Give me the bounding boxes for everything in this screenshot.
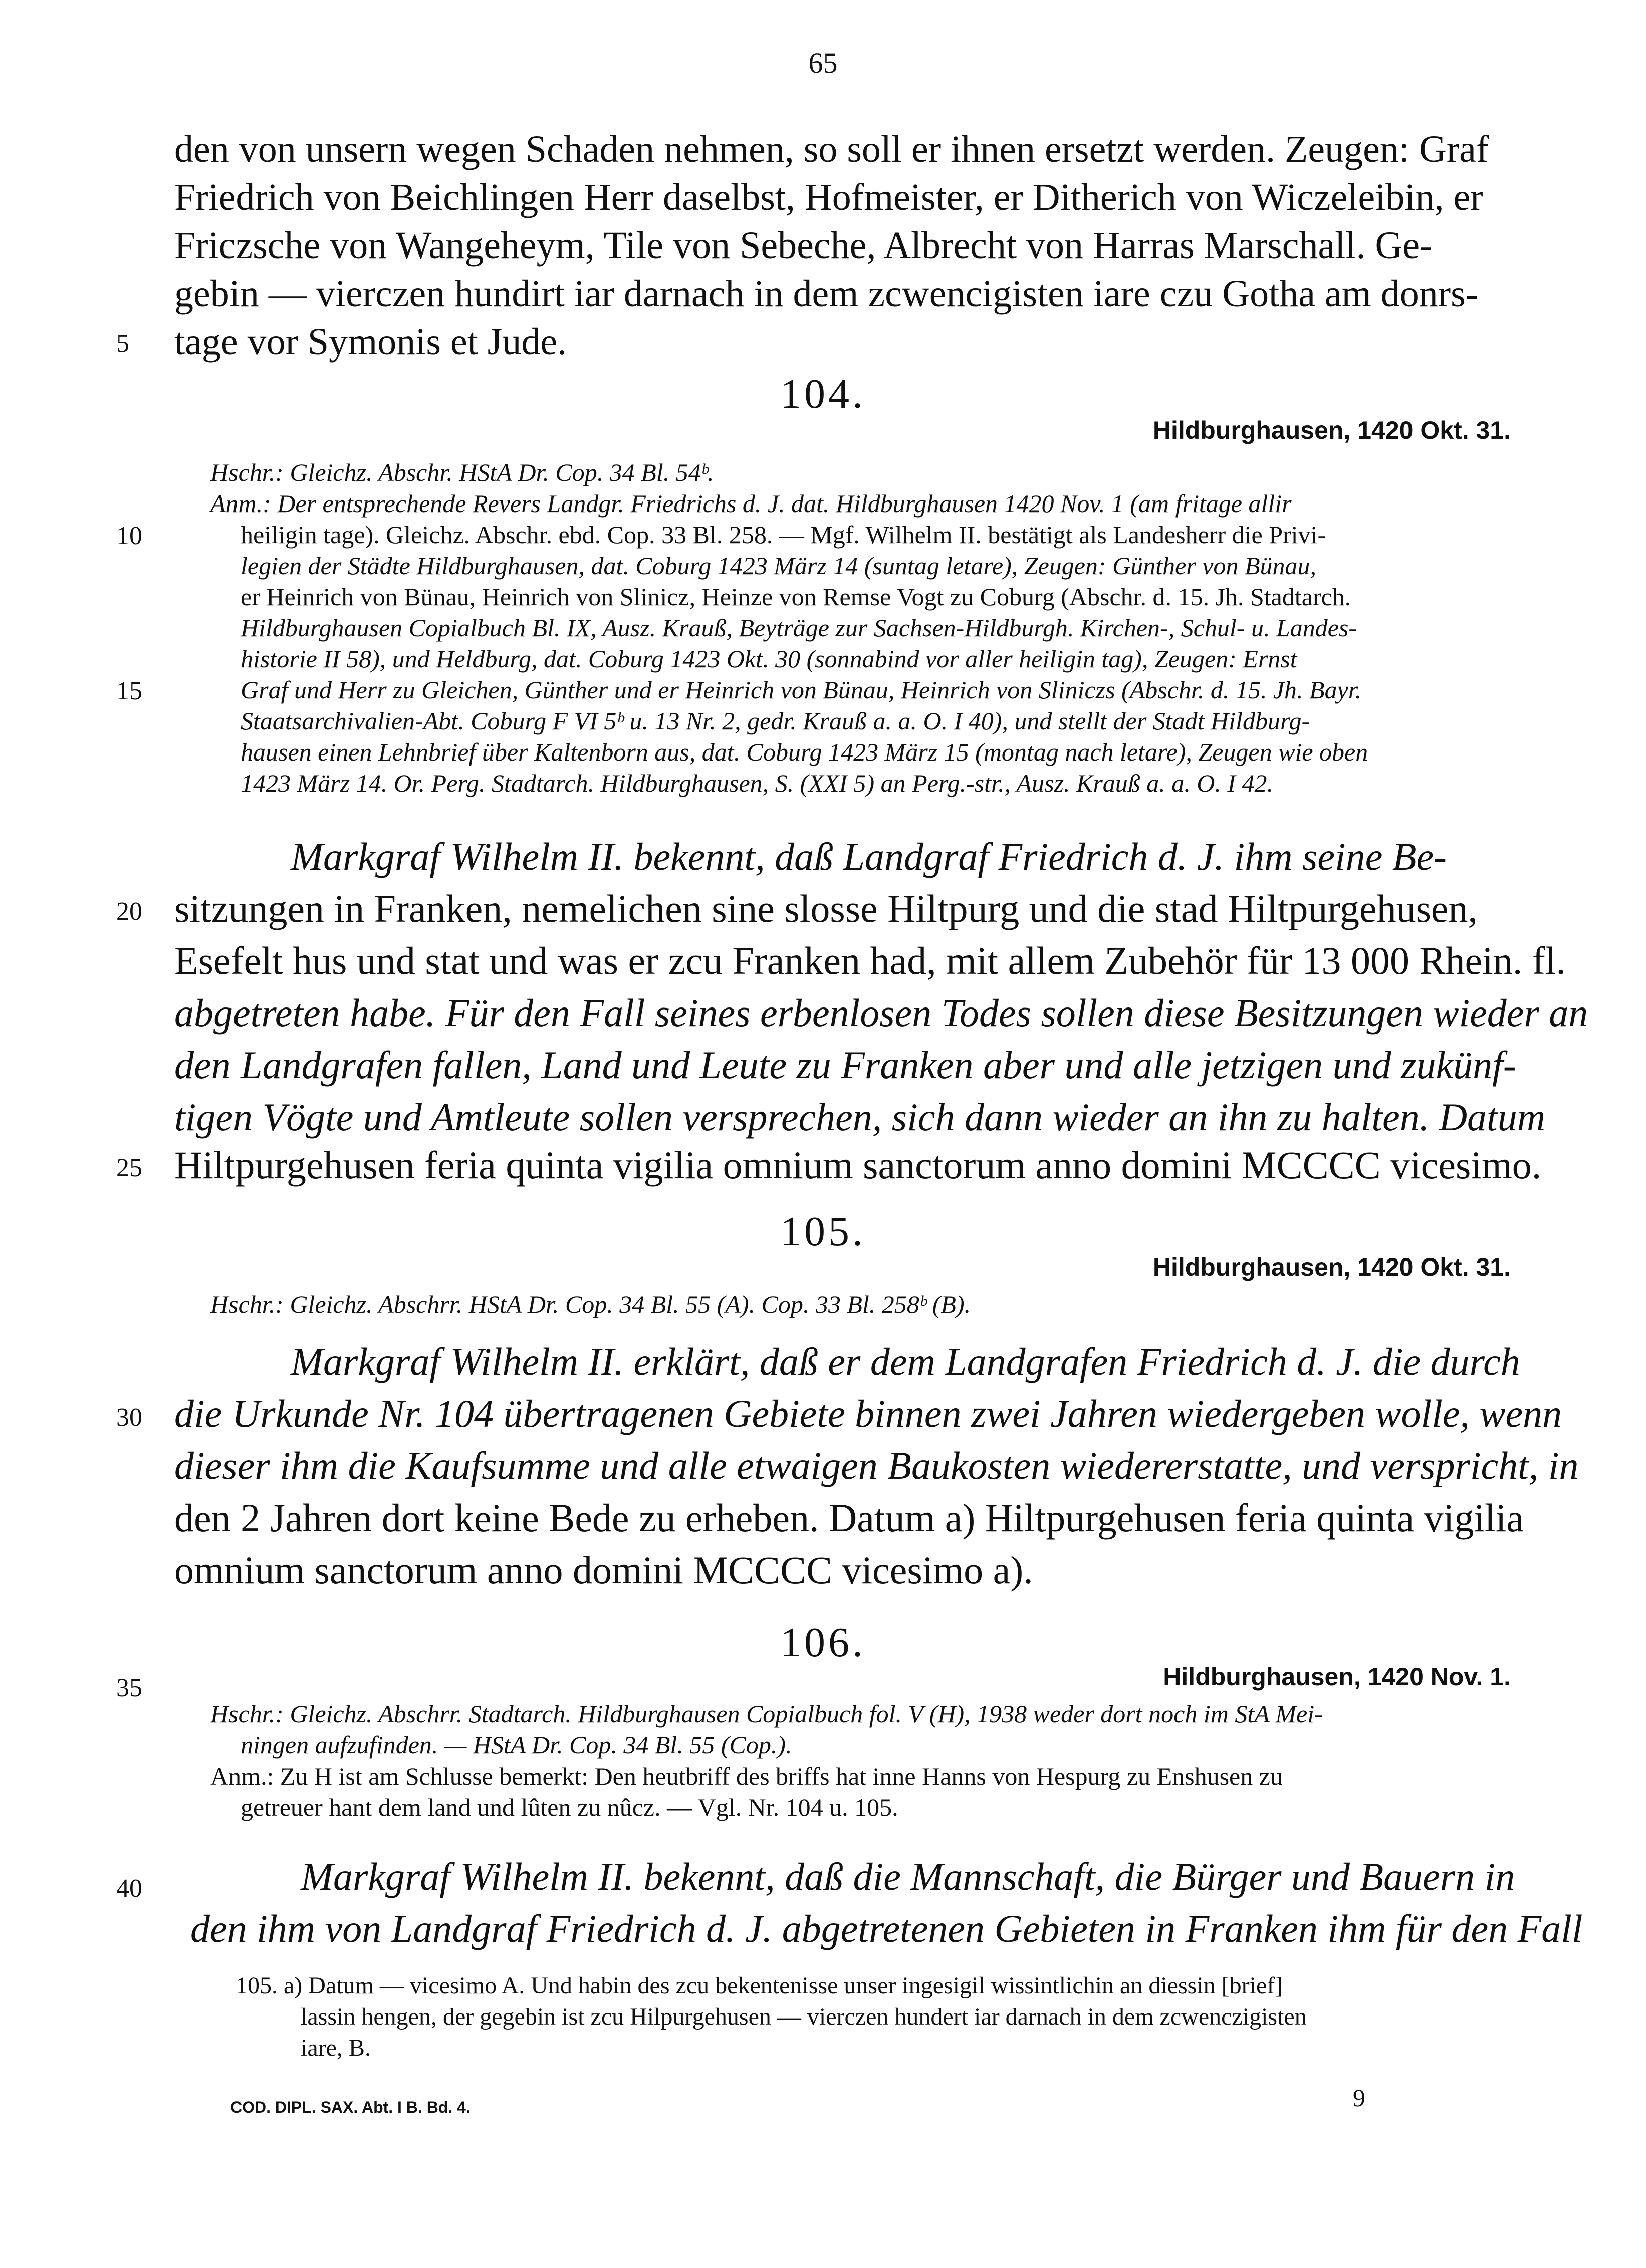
regest-line: den 2 Jahren dort keine Bede zu erheben. Datum a) Hiltpurgehusen feria quinta vigilia bbox=[174, 1496, 1524, 1540]
place-date: Hildburghausen, 1420 Nov. 1. bbox=[1163, 1663, 1511, 1691]
line-number: 5 bbox=[116, 329, 129, 358]
regest-line: den Landgrafen fallen, Land und Leute zu Franken aber und alle jetzigen und zukünf- bbox=[174, 1043, 1516, 1087]
intro-line: Friedrich von Beichlingen Herr daselbst, Hofmeister, er Ditherich von Wiczeleibin, er bbox=[174, 176, 1483, 218]
line-number: 20 bbox=[116, 897, 142, 926]
line-number: 35 bbox=[116, 1674, 142, 1702]
place-date: Hildburghausen, 1420 Okt. 31. bbox=[1152, 1253, 1511, 1281]
regest-line: Markgraf Wilhelm II. erklärt, daß er dem Landgrafen Friedrich d. J. die durch bbox=[291, 1340, 1520, 1383]
intro-line: tage vor Symonis et Jude. bbox=[174, 321, 567, 363]
regest-line: omnium sanctorum anno domini MCCCC vicesimo a). bbox=[174, 1548, 1033, 1592]
line-number: 40 bbox=[116, 1874, 142, 1903]
regest-line: den ihm von Landgraf Friedrich d. J. abgetretenen Gebieten in Franken ihm für den Fall bbox=[190, 1907, 1583, 1950]
note-line: Anm.: Der entsprechende Revers Landgr. Friedrichs d. J. dat. Hildburghausen 1420 Nov. 1 (am fritage allir bbox=[210, 489, 1292, 518]
note-line: Hildburghausen Copialbuch Bl. IX, Ausz. Krauß, Beyträge zur Sachsen-Hildburgh. Kirchen-, Schul- u. Landes- bbox=[241, 614, 1357, 642]
note-line: historie II 58), und Heldburg, dat. Coburg 1423 Okt. 30 (sonnabind vor aller heiligin tag), Zeugen: Ernst bbox=[241, 645, 1297, 673]
page-number: 65 bbox=[808, 47, 838, 79]
note-line: Graf und Herr zu Gleichen, Günther und er Heinrich von Bünau, Heinrich von Sliniczs (Abschr. d. 15. Jh. Bayr. bbox=[241, 676, 1362, 704]
regest-line: Hiltpurgehusen feria quinta vigilia omnium sanctorum anno domini MCCCC vicesimo. bbox=[174, 1143, 1542, 1187]
note-line: er Heinrich von Bünau, Heinrich von Slinicz, Heinze von Remse Vogt zu Coburg (Abschr. d. 15. Jh. Stadtarch. bbox=[241, 583, 1351, 611]
line-number: 30 bbox=[116, 1403, 142, 1432]
note-line: getreuer hant dem land und lûten zu nûcz. — Vgl. Nr. 104 u. 105. bbox=[241, 1793, 898, 1821]
footnote-line: 105. a) Datum — vicesimo A. Und habin des zcu bekentenisse unser ingesigil wissintlichin an diessin [brief] bbox=[236, 1972, 1283, 1999]
intro-line: Friczsche von Wangeheym, Tile von Sebeche, Albrecht von Harras Marschall. Ge- bbox=[174, 224, 1433, 267]
line-number: 15 bbox=[116, 677, 142, 705]
regest-line: dieser ihm die Kaufsumme und alle etwaigen Baukosten wiedererstatte, und verspricht, in bbox=[174, 1444, 1579, 1487]
regest-line: sitzungen in Franken, nemelichen sine slosse Hiltpurg und die stad Hiltpurgehusen, bbox=[174, 887, 1478, 930]
note-line: Anm.: Zu H ist am Schlusse bemerkt: Den heutbriff des briffs hat inne Hanns von Hespurg zu Enshusen zu bbox=[210, 1762, 1283, 1790]
note-line: Hschr.: Gleichz. Abschrr. Stadtarch. Hildburghausen Copialbuch fol. V (H), 1938 weder dort noch im StA Mei- bbox=[210, 1700, 1323, 1728]
line-number: 25 bbox=[116, 1154, 142, 1182]
note-line: Staatsarchivalien-Abt. Coburg F VI 5ᵇ u. 13 Nr. 2, gedr. Krauß a. a. O. I 40), und stellt der Stadt Hildburg- bbox=[241, 707, 1310, 735]
note-line: Hschr.: Gleichz. Abschr. HStA Dr. Cop. 34 Bl. 54ᵇ. bbox=[210, 458, 714, 486]
intro-line: gebin — vierczen hundirt iar darnach in dem zcwencigisten iare czu Gotha am donrs- bbox=[174, 273, 1478, 315]
regest-line: die Urkunde Nr. 104 übertragenen Gebiete binnen zwei Jahren wiedergeben wolle, wenn bbox=[174, 1392, 1562, 1435]
regest-line: Markgraf Wilhelm II. bekennt, daß Landgraf Friedrich d. J. ihm seine Be- bbox=[291, 835, 1447, 878]
note-line: legien der Städte Hildburghausen, dat. Coburg 1423 März 14 (suntag letare), Zeugen: Günther von Bünau, bbox=[241, 552, 1316, 580]
regest-line: abgetreten habe. Für den Fall seines erbenlosen Todes sollen diese Besitzungen wieder an bbox=[174, 991, 1588, 1035]
note-line: 1423 März 14. Or. Perg. Stadtarch. Hildburghausen, S. (XXI 5) an Perg.-str., Ausz. Krauß a. a. O. I 42. bbox=[241, 769, 1274, 797]
footnote-line: lassin hengen, der gegebin ist zcu Hilpurgehusen — vierczen hundert iar darnach in dem zcwenczigisten bbox=[301, 2003, 1307, 2030]
document-number: 105. bbox=[780, 1208, 866, 1255]
document-number: 104. bbox=[780, 371, 866, 417]
footnote-line: iare, B. bbox=[301, 2035, 371, 2061]
intro-line: den von unsern wegen Schaden nehmen, so soll er ihnen ersetzt werden. Zeugen: Graf bbox=[174, 128, 1489, 170]
note-line: heiligin tage). Gleichz. Abschr. ebd. Cop. 33 Bl. 258. — Mgf. Wilhelm II. bestätigt als Landesherr die Privi- bbox=[241, 521, 1326, 549]
note-line: ningen aufzufinden. — HStA Dr. Cop. 34 Bl. 55 (Cop.). bbox=[241, 1731, 792, 1759]
place-date: Hildburghausen, 1420 Okt. 31. bbox=[1152, 416, 1511, 444]
document-number: 106. bbox=[780, 1619, 866, 1666]
series-signature: COD. DIPL. SAX. Abt. I B. Bd. 4. bbox=[230, 2098, 471, 2116]
regest-line: Esefelt hus und stat und was er zcu Franken had, mit allem Zubehör für 13 000 Rhein. fl. bbox=[174, 939, 1566, 982]
regest-line: tigen Vögte und Amtleute sollen versprechen, sich dann wieder an ihn zu halten. Datum bbox=[174, 1095, 1546, 1139]
note-line: Hschr.: Gleichz. Abschrr. HStA Dr. Cop. 34 Bl. 55 (A). Cop. 33 Bl. 258ᵇ (B). bbox=[210, 1290, 971, 1318]
line-number: 10 bbox=[116, 522, 142, 550]
note-line: hausen einen Lehnbrief über Kaltenborn aus, dat. Coburg 1423 März 15 (montag nach letare), Zeugen wie oben bbox=[241, 738, 1368, 766]
sheet-signature: 9 bbox=[1353, 2084, 1365, 2112]
regest-line: Markgraf Wilhelm II. bekennt, daß die Mannschaft, die Bürger und Bauern in bbox=[301, 1855, 1515, 1898]
